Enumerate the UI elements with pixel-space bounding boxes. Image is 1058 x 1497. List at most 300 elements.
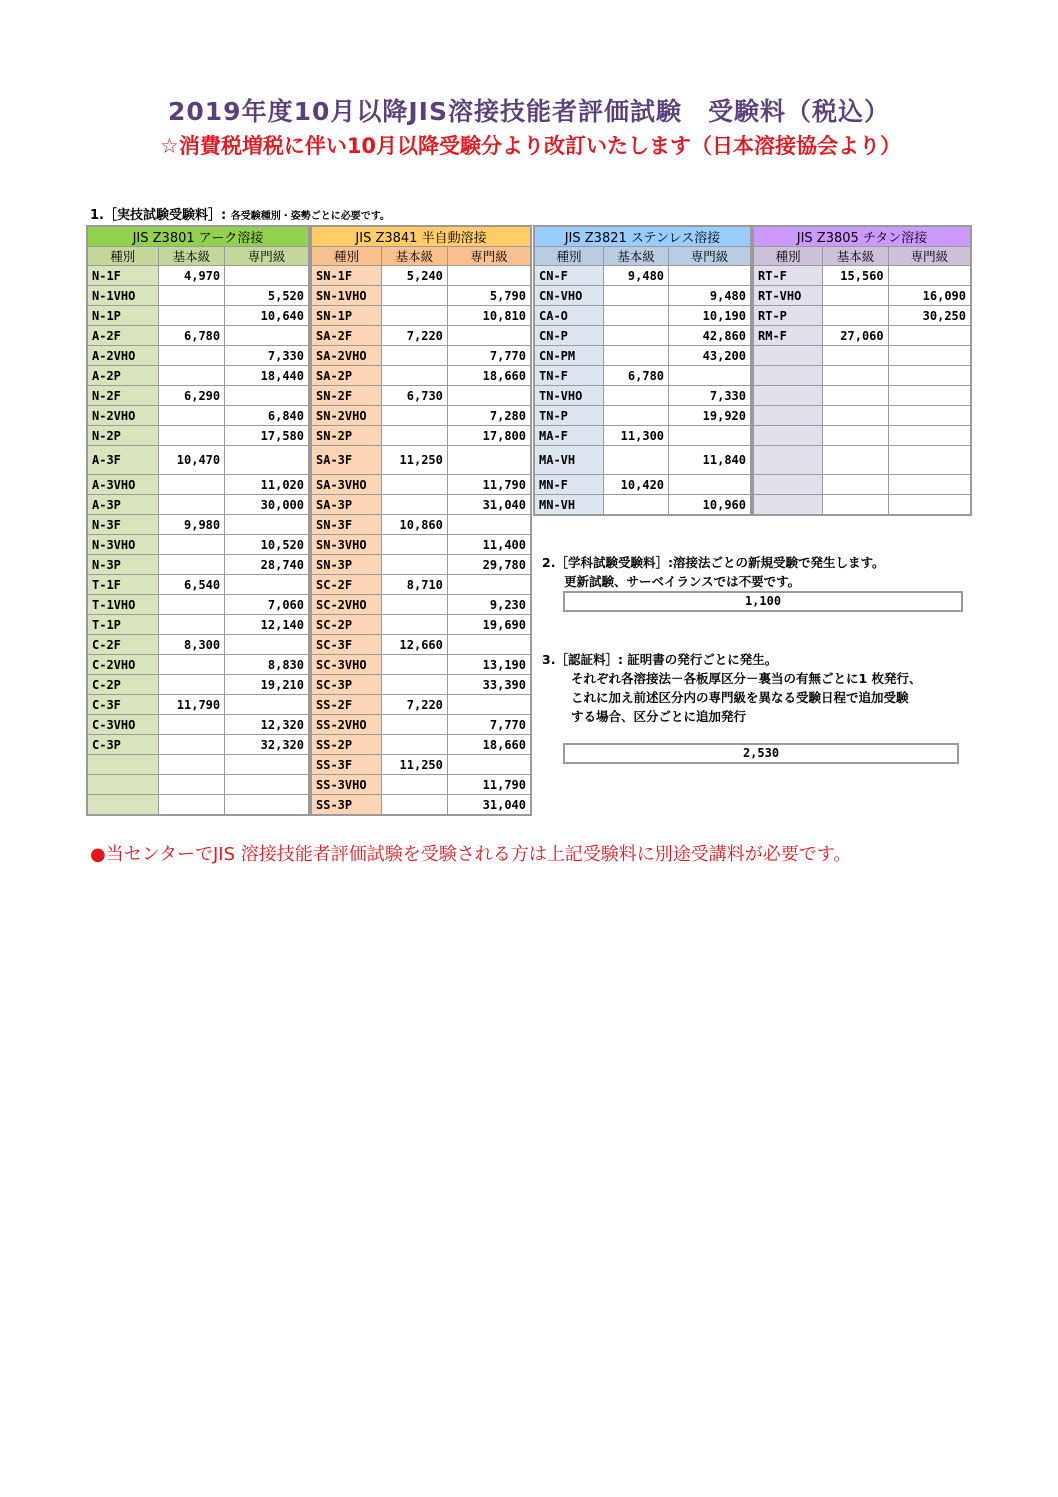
cell-kind: CN-P — [534, 326, 603, 346]
cell-basic-fee — [823, 475, 888, 495]
cell-kind: SN-1VHO — [311, 286, 381, 306]
cell-basic-fee — [158, 615, 225, 635]
table-row — [87, 635, 309, 655]
cell-kind: SN-3VHO — [311, 535, 381, 555]
cell-special-fee: 13,190 — [447, 655, 531, 675]
cell-basic-fee — [823, 386, 888, 406]
table-row — [87, 775, 309, 795]
column-header-kind: 種別 — [311, 247, 381, 266]
cell-special-fee: 5,790 — [447, 286, 531, 306]
cell-special-fee — [888, 406, 971, 426]
cell-kind: T-1VHO — [87, 595, 158, 615]
table-row — [311, 715, 531, 735]
cell-kind: SN-3F — [311, 515, 381, 535]
cell-kind: N-3F — [87, 515, 158, 535]
cell-special-fee: 30,250 — [888, 306, 971, 326]
cell-basic-fee — [381, 615, 447, 635]
column-header-special: 専門級 — [888, 247, 971, 266]
table-row — [87, 306, 309, 326]
cell-special-fee — [888, 326, 971, 346]
cell-kind: MN-F — [534, 475, 603, 495]
section-1-heading — [90, 204, 390, 223]
table-row — [87, 795, 309, 816]
cell-basic-fee: 27,060 — [823, 326, 888, 346]
table-row — [87, 695, 309, 715]
column-header-special: 専門級 — [447, 247, 531, 266]
cell-basic-fee — [823, 426, 888, 446]
cell-basic-fee — [823, 446, 888, 475]
cell-special-fee — [888, 366, 971, 386]
table-z3801-arc — [86, 225, 310, 816]
table-row — [87, 475, 309, 495]
cell-kind: CA-O — [534, 306, 603, 326]
table-header: JIS Z3801 アーク溶接 — [87, 226, 309, 247]
cell-kind: SA-3F — [311, 446, 381, 475]
table-row — [311, 695, 531, 715]
table-row — [753, 326, 971, 346]
cell-basic-fee — [381, 346, 447, 366]
cell-basic-fee — [603, 306, 668, 326]
cell-kind — [753, 346, 823, 366]
cell-special-fee: 5,520 — [225, 286, 309, 306]
cell-kind: SS-2F — [311, 695, 381, 715]
cell-special-fee: 32,320 — [225, 735, 309, 755]
table-row — [753, 346, 971, 366]
cell-kind: TN-VHO — [534, 386, 603, 406]
cell-kind: SS-2VHO — [311, 715, 381, 735]
table-row — [311, 346, 531, 366]
cell-special-fee: 33,390 — [447, 675, 531, 695]
cell-kind: C-2P — [87, 675, 158, 695]
table-row — [87, 346, 309, 366]
column-header-kind: 種別 — [534, 247, 603, 266]
table-row — [311, 795, 531, 816]
table-row — [753, 386, 971, 406]
table-row — [311, 475, 531, 495]
cell-basic-fee: 9,980 — [158, 515, 225, 535]
table-row — [311, 406, 531, 426]
section-2-fee-box: 1,100 — [563, 591, 963, 612]
table-z3821-stainless — [533, 225, 752, 516]
table-row — [87, 615, 309, 635]
cell-basic-fee — [158, 675, 225, 695]
cell-basic-fee — [381, 406, 447, 426]
section-2-line1: 2.［学科試験受験料］:溶接法ごとの新規受験で発生します。 — [542, 555, 885, 570]
table-row — [311, 555, 531, 575]
cell-special-fee: 9,480 — [669, 286, 751, 306]
cell-special-fee — [447, 326, 531, 346]
cell-special-fee: 19,210 — [225, 675, 309, 695]
cell-kind: CN-VHO — [534, 286, 603, 306]
cell-kind: N-1VHO — [87, 286, 158, 306]
cell-special-fee: 10,520 — [225, 535, 309, 555]
cell-special-fee: 7,770 — [447, 346, 531, 366]
cell-special-fee: 16,090 — [888, 286, 971, 306]
cell-kind: SA-2F — [311, 326, 381, 346]
cell-kind: N-2P — [87, 426, 158, 446]
cell-basic-fee — [158, 715, 225, 735]
section-1-label: 1.［実技試験受験料］: — [90, 208, 227, 223]
cell-special-fee — [888, 426, 971, 446]
cell-basic-fee: 6,780 — [158, 326, 225, 346]
cell-kind: C-2VHO — [87, 655, 158, 675]
table-row — [534, 346, 751, 366]
cell-basic-fee — [603, 495, 668, 516]
cell-special-fee — [669, 366, 751, 386]
cell-kind: SS-3VHO — [311, 775, 381, 795]
cell-kind: CN-PM — [534, 346, 603, 366]
cell-special-fee: 7,770 — [447, 715, 531, 735]
section-3-line4: する場合、区分ごとに追加発行 — [571, 709, 747, 724]
cell-basic-fee — [158, 775, 225, 795]
cell-kind: RT-P — [753, 306, 823, 326]
cell-basic-fee — [381, 795, 447, 816]
cell-kind: SC-2P — [311, 615, 381, 635]
table-row — [87, 326, 309, 346]
column-header-basic: 基本級 — [158, 247, 225, 266]
table-header: JIS Z3821 ステンレス溶接 — [534, 226, 751, 247]
table-row — [311, 535, 531, 555]
cell-special-fee — [447, 635, 531, 655]
page-subtitle: ☆消費税増税に伴い10月以降受験分より改訂いたします（日本溶接協会より） — [160, 134, 902, 158]
cell-special-fee — [225, 635, 309, 655]
table-row — [753, 266, 971, 286]
cell-basic-fee — [158, 655, 225, 675]
cell-special-fee — [225, 326, 309, 346]
cell-special-fee — [669, 426, 751, 446]
cell-basic-fee: 5,240 — [381, 266, 447, 286]
cell-kind — [87, 755, 158, 775]
table-row — [753, 495, 971, 516]
table-row — [534, 266, 751, 286]
cell-kind: A-3P — [87, 495, 158, 515]
table-row — [87, 555, 309, 575]
cell-special-fee — [447, 266, 531, 286]
cell-basic-fee — [381, 475, 447, 495]
cell-basic-fee: 6,780 — [603, 366, 668, 386]
table-row — [534, 326, 751, 346]
cell-special-fee — [225, 795, 309, 816]
table-row — [534, 475, 751, 495]
cell-special-fee — [225, 515, 309, 535]
table-row — [753, 306, 971, 326]
cell-kind — [753, 446, 823, 475]
cell-basic-fee: 7,220 — [381, 695, 447, 715]
table-row — [534, 406, 751, 426]
cell-special-fee: 6,840 — [225, 406, 309, 426]
cell-kind: SA-2P — [311, 366, 381, 386]
table-row — [534, 366, 751, 386]
table-row — [87, 406, 309, 426]
table-row — [87, 386, 309, 406]
cell-kind — [753, 406, 823, 426]
table-row — [311, 775, 531, 795]
cell-kind: A-3VHO — [87, 475, 158, 495]
cell-basic-fee: 6,540 — [158, 575, 225, 595]
cell-special-fee — [447, 446, 531, 475]
cell-special-fee — [888, 266, 971, 286]
cell-special-fee: 11,400 — [447, 535, 531, 555]
cell-basic-fee — [158, 495, 225, 515]
table-row — [311, 615, 531, 635]
cell-special-fee: 10,190 — [669, 306, 751, 326]
cell-special-fee — [225, 575, 309, 595]
cell-kind: TN-F — [534, 366, 603, 386]
cell-basic-fee — [158, 755, 225, 775]
cell-basic-fee: 9,480 — [603, 266, 668, 286]
cell-basic-fee — [603, 386, 668, 406]
cell-basic-fee — [381, 735, 447, 755]
cell-kind: CN-F — [534, 266, 603, 286]
cell-basic-fee: 8,710 — [381, 575, 447, 595]
cell-special-fee — [447, 515, 531, 535]
table-row — [311, 515, 531, 535]
cell-basic-fee — [158, 406, 225, 426]
cell-special-fee — [225, 775, 309, 795]
cell-basic-fee — [823, 286, 888, 306]
cell-basic-fee — [381, 286, 447, 306]
table-row — [87, 675, 309, 695]
cell-special-fee — [888, 495, 971, 516]
table-row — [87, 366, 309, 386]
cell-special-fee: 17,800 — [447, 426, 531, 446]
table-row — [87, 715, 309, 735]
table-row — [87, 495, 309, 515]
cell-special-fee: 7,060 — [225, 595, 309, 615]
cell-kind: RT-VHO — [753, 286, 823, 306]
cell-special-fee: 7,280 — [447, 406, 531, 426]
cell-basic-fee: 11,250 — [381, 755, 447, 775]
table-row — [87, 286, 309, 306]
table-row — [753, 426, 971, 446]
table-row — [753, 286, 971, 306]
table-row — [311, 306, 531, 326]
cell-special-fee — [447, 386, 531, 406]
cell-basic-fee — [381, 366, 447, 386]
cell-basic-fee — [158, 366, 225, 386]
table-header: JIS Z3805 チタン溶接 — [753, 226, 971, 247]
column-header-basic: 基本級 — [823, 247, 888, 266]
cell-kind: C-3VHO — [87, 715, 158, 735]
column-header-basic: 基本級 — [381, 247, 447, 266]
cell-basic-fee — [158, 346, 225, 366]
cell-special-fee: 18,440 — [225, 366, 309, 386]
cell-kind: SN-2P — [311, 426, 381, 446]
table-row — [87, 595, 309, 615]
cell-special-fee — [888, 475, 971, 495]
cell-special-fee: 12,140 — [225, 615, 309, 635]
cell-basic-fee — [381, 595, 447, 615]
cell-kind: N-1F — [87, 266, 158, 286]
cell-special-fee — [888, 386, 971, 406]
table-row — [311, 426, 531, 446]
cell-special-fee: 30,000 — [225, 495, 309, 515]
cell-basic-fee — [823, 346, 888, 366]
cell-kind: SA-3VHO — [311, 475, 381, 495]
cell-kind: C-3P — [87, 735, 158, 755]
cell-basic-fee: 10,420 — [603, 475, 668, 495]
table-z3841-semiauto — [310, 225, 532, 816]
cell-basic-fee: 12,660 — [381, 635, 447, 655]
cell-basic-fee: 6,290 — [158, 386, 225, 406]
table-row — [534, 286, 751, 306]
cell-basic-fee: 11,250 — [381, 446, 447, 475]
table-z3805-titanium — [752, 225, 972, 516]
table-header: JIS Z3841 半自動溶接 — [311, 226, 531, 247]
cell-kind: MA-VH — [534, 446, 603, 475]
cell-kind — [753, 475, 823, 495]
section-1-note: 各受験種別・姿勢ごとに必要です。 — [230, 211, 390, 222]
cell-basic-fee — [381, 535, 447, 555]
cell-basic-fee: 11,300 — [603, 426, 668, 446]
cell-special-fee: 12,320 — [225, 715, 309, 735]
cell-special-fee: 31,040 — [447, 795, 531, 816]
cell-special-fee — [447, 695, 531, 715]
cell-basic-fee: 4,970 — [158, 266, 225, 286]
section-3-fee-box: 2,530 — [563, 743, 959, 764]
cell-kind: SA-2VHO — [311, 346, 381, 366]
table-row — [534, 495, 751, 516]
cell-kind: A-2F — [87, 326, 158, 346]
cell-kind: N-1P — [87, 306, 158, 326]
cell-kind — [753, 386, 823, 406]
cell-special-fee: 10,810 — [447, 306, 531, 326]
cell-kind: SN-1P — [311, 306, 381, 326]
table-row — [753, 475, 971, 495]
table-row — [311, 446, 531, 475]
cell-special-fee — [225, 695, 309, 715]
table-row — [311, 595, 531, 615]
cell-kind: TN-P — [534, 406, 603, 426]
table-row — [87, 735, 309, 755]
table-row — [311, 386, 531, 406]
cell-special-fee: 19,690 — [447, 615, 531, 635]
cell-kind: N-3P — [87, 555, 158, 575]
cell-basic-fee: 10,470 — [158, 446, 225, 475]
cell-kind — [753, 426, 823, 446]
cell-special-fee: 11,840 — [669, 446, 751, 475]
cell-special-fee — [225, 755, 309, 775]
table-row — [87, 535, 309, 555]
cell-kind: SS-2P — [311, 735, 381, 755]
cell-basic-fee — [381, 775, 447, 795]
cell-special-fee: 11,020 — [225, 475, 309, 495]
cell-basic-fee — [603, 326, 668, 346]
section-2-line2: 更新試験、サーベイランスでは不要です。 — [564, 574, 801, 589]
table-row — [87, 655, 309, 675]
cell-basic-fee — [381, 495, 447, 515]
table-row — [87, 575, 309, 595]
table-row — [753, 446, 971, 475]
cell-special-fee: 11,790 — [447, 475, 531, 495]
cell-kind: SN-1F — [311, 266, 381, 286]
cell-special-fee: 42,860 — [669, 326, 751, 346]
cell-kind: T-1P — [87, 615, 158, 635]
cell-special-fee — [669, 266, 751, 286]
table-row — [311, 266, 531, 286]
cell-basic-fee — [603, 346, 668, 366]
cell-special-fee: 31,040 — [447, 495, 531, 515]
cell-basic-fee — [158, 475, 225, 495]
cell-basic-fee — [158, 286, 225, 306]
cell-kind: C-3F — [87, 695, 158, 715]
cell-basic-fee — [158, 535, 225, 555]
cell-kind — [753, 495, 823, 516]
cell-special-fee: 29,780 — [447, 555, 531, 575]
table-row — [534, 306, 751, 326]
table-row — [311, 575, 531, 595]
cell-special-fee: 10,960 — [669, 495, 751, 516]
cell-basic-fee — [823, 306, 888, 326]
cell-special-fee: 18,660 — [447, 735, 531, 755]
cell-basic-fee — [381, 715, 447, 735]
cell-special-fee — [225, 386, 309, 406]
cell-kind: SS-3F — [311, 755, 381, 775]
cell-kind: SN-3P — [311, 555, 381, 575]
cell-special-fee: 11,790 — [447, 775, 531, 795]
table-row — [87, 515, 309, 535]
page-title: 2019年度10月以降JIS溶接技能者評価試験 受験料（税込） — [168, 97, 890, 126]
cell-special-fee: 43,200 — [669, 346, 751, 366]
cell-special-fee: 17,580 — [225, 426, 309, 446]
cell-special-fee — [447, 575, 531, 595]
cell-special-fee — [225, 266, 309, 286]
cell-special-fee: 18,660 — [447, 366, 531, 386]
cell-special-fee: 7,330 — [225, 346, 309, 366]
column-header-special: 専門級 — [225, 247, 309, 266]
cell-basic-fee — [603, 406, 668, 426]
table-row — [311, 655, 531, 675]
cell-kind — [753, 366, 823, 386]
cell-special-fee — [888, 446, 971, 475]
cell-special-fee — [669, 475, 751, 495]
table-row — [534, 446, 751, 475]
cell-special-fee — [447, 755, 531, 775]
cell-kind: SN-2F — [311, 386, 381, 406]
cell-special-fee — [888, 346, 971, 366]
table-row — [311, 735, 531, 755]
cell-kind: T-1F — [87, 575, 158, 595]
cell-kind: SC-3P — [311, 675, 381, 695]
cell-special-fee: 10,640 — [225, 306, 309, 326]
cell-special-fee: 8,830 — [225, 655, 309, 675]
table-row — [753, 366, 971, 386]
cell-kind: A-2P — [87, 366, 158, 386]
section-3-line3: これに加え前述区分内の専門級を異なる受験日程で追加受験 — [571, 690, 909, 705]
cell-basic-fee — [603, 446, 668, 475]
cell-basic-fee — [158, 595, 225, 615]
cell-kind: A-3F — [87, 446, 158, 475]
cell-kind: MN-VH — [534, 495, 603, 516]
cell-kind: N-2F — [87, 386, 158, 406]
cell-basic-fee: 7,220 — [381, 326, 447, 346]
cell-basic-fee: 15,560 — [823, 266, 888, 286]
cell-basic-fee — [381, 306, 447, 326]
table-row — [534, 386, 751, 406]
column-header-special: 専門級 — [669, 247, 751, 266]
cell-kind: SA-3P — [311, 495, 381, 515]
cell-basic-fee — [381, 555, 447, 575]
table-row — [87, 426, 309, 446]
cell-kind: N-3VHO — [87, 535, 158, 555]
cell-basic-fee: 11,790 — [158, 695, 225, 715]
cell-kind: RM-F — [753, 326, 823, 346]
cell-basic-fee — [158, 735, 225, 755]
table-row — [311, 326, 531, 346]
cell-basic-fee — [381, 655, 447, 675]
table-row — [534, 426, 751, 446]
table-row — [311, 635, 531, 655]
